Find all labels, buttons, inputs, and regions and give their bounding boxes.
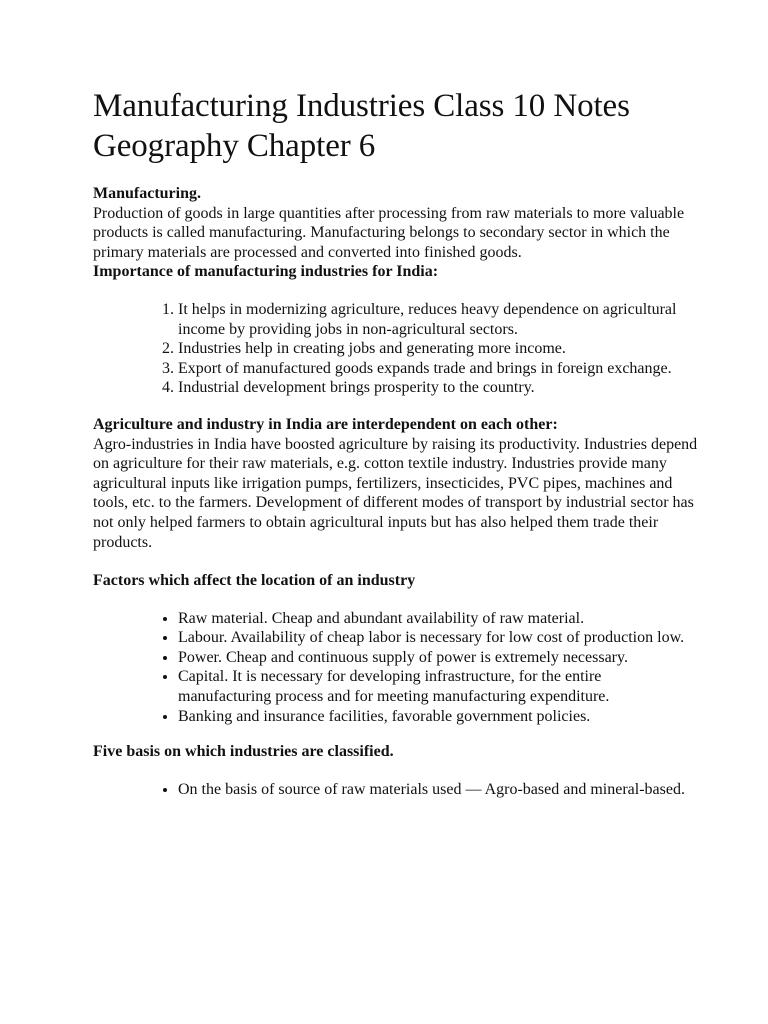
factors-list [93, 609, 698, 727]
interdependence-heading: Agriculture and industry in India are interdependent on each other: [93, 415, 558, 433]
manufacturing-paragraph: Production of goods in large quantities after processing from raw materials to more valuable products is called manufacturing. Manufacturing belongs to secondary sector in which the primary materials are processed and converted into finished goods. [93, 204, 685, 261]
list-item: 2. Industries help in creating jobs and generating more income. [178, 339, 698, 359]
document-body [93, 184, 698, 799]
list-item: 3. Export of manufactured goods expands trade and brings in foreign exchange. [178, 359, 698, 379]
list-item: • Power. Cheap and continuous supply of power is extremely necessary. [178, 648, 698, 668]
classification-heading: Five basis on which industries are classified. [93, 743, 394, 761]
list-item: • Labour. Availability of cheap labor is necessary for low cost of production low. [178, 628, 698, 648]
importance-heading: Importance of manufacturing industries for India: [93, 263, 439, 281]
interdependence-paragraph: Agro-industries in India have boosted agriculture by raising its productivity. Industries depend on agriculture for their raw materials, e.g. cotton textile industry. Industries provide many agricultural inputs like irrigation pumps, fertilizers, insecticides, PVC pipes, machines and tools, etc. to the farmers. Development of different modes of transport by industrial sector has not only helped farmers to obtain agricultural inputs but has also helped them trade their products. [93, 435, 698, 551]
list-item: 1. It helps in modernizing agriculture, reduces heavy dependence on agricultural income by providing jobs in non-agricultural sectors. [178, 300, 698, 339]
classification-list [93, 780, 698, 800]
list-item: • Banking and insurance facilities, favorable government policies. [178, 707, 698, 727]
page-title: Manufacturing Industries Class 10 Notes Geography Chapter 6 [93, 88, 630, 164]
list-item: • On the basis of source of raw materials used — Agro-based and mineral-based. [178, 780, 698, 800]
list-item: • Raw material. Cheap and abundant availability of raw material. [178, 609, 698, 629]
manufacturing-heading: Manufacturing. [93, 185, 201, 202]
list-item: 4. Industrial development brings prosperity to the country. [178, 378, 698, 398]
list-item: • Capital. It is necessary for developing infrastructure, for the entire manufacturing process and for meeting manufacturing expenditure. [178, 667, 698, 706]
importance-list [93, 300, 698, 398]
factors-heading: Factors which affect the location of an industry [93, 572, 416, 590]
